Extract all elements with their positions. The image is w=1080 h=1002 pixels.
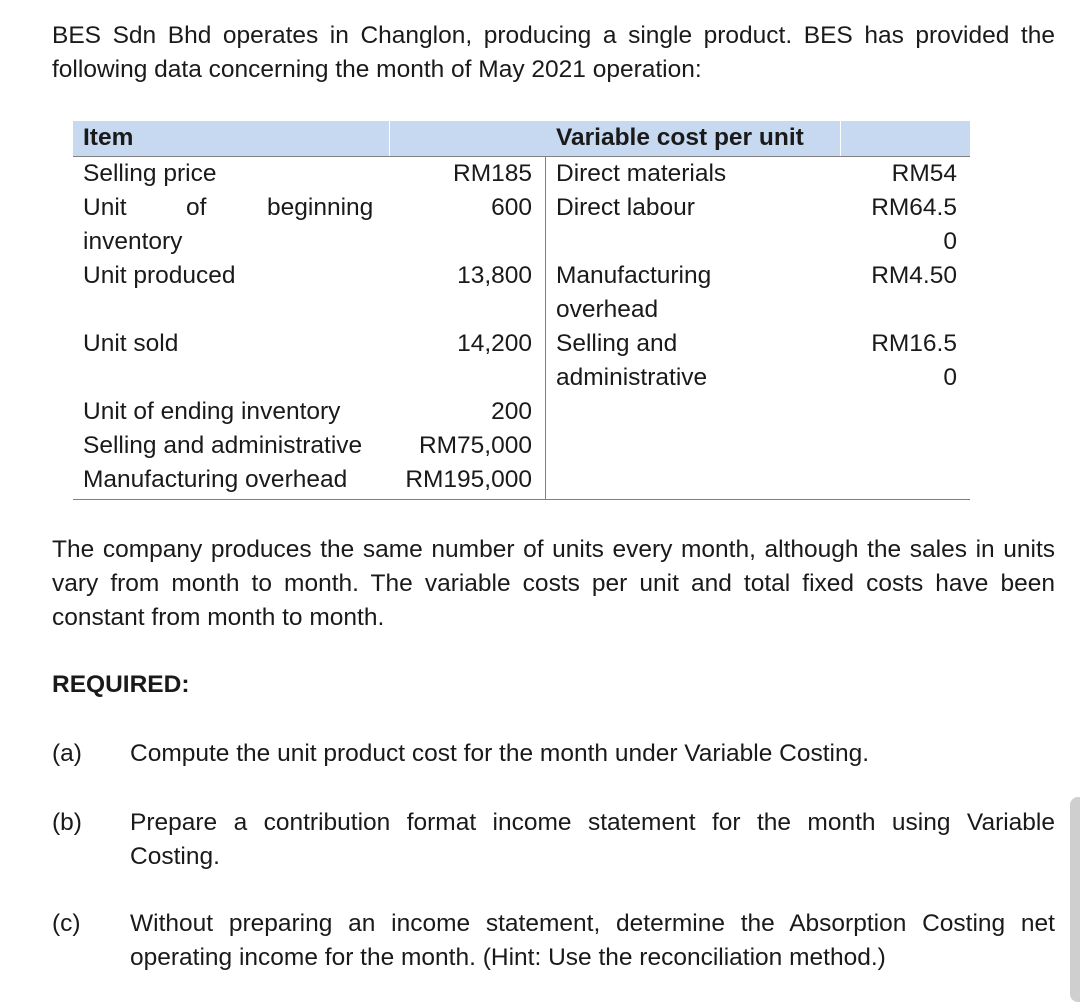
item-value: 13,800	[457, 262, 532, 289]
item-label: Manufacturing overhead	[83, 466, 348, 493]
question-label: (c)	[52, 910, 81, 937]
cost-label: Direct labour	[556, 194, 695, 221]
intro-paragraph: BES Sdn Bhd operates in Changlon, producing a single product. BES has provided the following data concerning the month of May 2021 operation:	[52, 22, 1055, 83]
item-value: RM195,000	[405, 466, 532, 493]
item-label: Unit produced	[83, 262, 236, 289]
cost-value: RM64.5	[871, 194, 957, 221]
question-text: Without preparing an income statement, determine the Absorption Costing net operating income for the month. (Hint: Use the reconciliation method.)	[130, 910, 1055, 971]
question-label: (a)	[52, 740, 82, 767]
item-label: Unit sold	[83, 330, 179, 357]
item-label: beginning	[267, 194, 374, 221]
table-bottom-border	[73, 499, 970, 500]
item-label: Selling and administrative	[83, 432, 363, 459]
item-label: Unit of ending inventory	[83, 398, 341, 425]
cost-value: RM54	[891, 160, 957, 187]
item-value: 14,200	[457, 330, 532, 357]
item-value: 600	[491, 194, 532, 221]
required-heading: REQUIRED:	[52, 671, 190, 698]
cost-label-cont: overhead	[556, 296, 659, 323]
header-item: Item	[83, 124, 134, 151]
item-label: of	[186, 194, 207, 221]
question-label: (b)	[52, 809, 82, 836]
item-label: inventory	[83, 228, 183, 255]
column-divider	[545, 156, 546, 499]
cost-label: Manufacturing	[556, 262, 712, 289]
question-text: Prepare a contribution format income statement for the month using Variable Costing.	[130, 809, 1055, 870]
note-paragraph: The company produces the same number of units every month, although the sales in units vary from month to month. The variable costs per unit and total fixed costs have been constant from month to month.	[52, 536, 1055, 631]
cost-value-cont: 0	[943, 228, 957, 255]
cost-value: RM16.5	[871, 330, 957, 357]
cost-label: Selling and	[556, 330, 678, 357]
cost-value: RM4.50	[871, 262, 957, 289]
question-text: Compute the unit product cost for the month under Variable Costing.	[130, 740, 870, 767]
item-label: Unit	[83, 194, 127, 221]
item-value: 200	[491, 398, 532, 425]
cost-label-cont: administrative	[556, 364, 708, 391]
item-label: Selling price	[83, 160, 217, 187]
cost-label: Direct materials	[556, 160, 727, 187]
item-value: RM75,000	[418, 432, 532, 459]
data-table	[73, 121, 970, 500]
header-variable-cost: Variable cost per unit	[556, 124, 804, 151]
cost-value-cont: 0	[943, 364, 957, 391]
item-value: RM185	[453, 160, 532, 187]
table-header-row	[73, 121, 970, 157]
scrollbar[interactable]	[1070, 797, 1080, 1002]
